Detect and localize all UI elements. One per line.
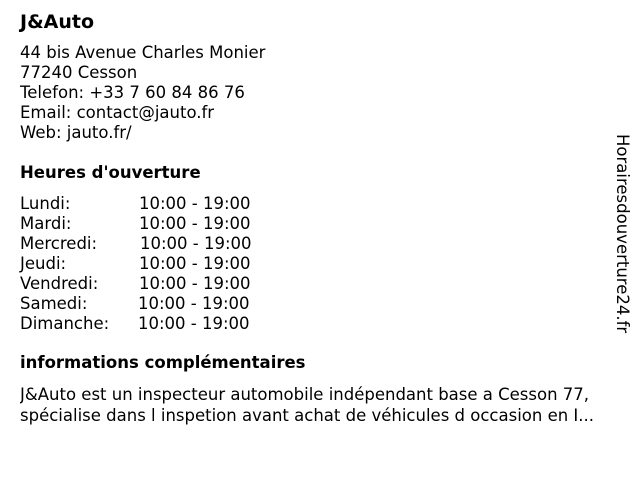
contact-block	[20, 43, 265, 143]
phone-line: Telefon: +33 7 60 84 86 76	[20, 83, 245, 102]
description-line: spécialise dans l inspetion avant achat de véhicules d occasion en I...	[20, 406, 595, 425]
time-range: 10:00 - 19:00	[139, 274, 251, 293]
web-line: Web: jauto.fr/	[20, 123, 132, 142]
description-line: J&Auto est un inspecteur automobile indépendant base a Cesson 77,	[20, 385, 590, 404]
address-line-city: 77240 Cesson	[20, 63, 138, 82]
time-range: 10:00 - 19:00	[138, 294, 250, 313]
day-label: Samedi:	[20, 294, 88, 313]
time-range: 10:00 - 19:00	[138, 314, 250, 333]
time-range: 10:00 - 19:00	[139, 254, 251, 273]
day-label: Mercredi:	[20, 234, 98, 253]
additional-info-heading: informations complémentaires	[20, 353, 306, 372]
day-label: Jeudi:	[20, 254, 67, 273]
opening-hours-heading: Heures d'ouverture	[20, 163, 201, 182]
day-label: Mardi:	[20, 214, 72, 233]
business-description	[20, 384, 630, 426]
day-label: Lundi:	[20, 194, 71, 213]
business-name: J&Auto	[20, 11, 95, 33]
email-line: Email: contact@jauto.fr	[20, 103, 215, 122]
time-range: 10:00 - 19:00	[139, 194, 251, 213]
day-label: Vendredi:	[20, 274, 99, 293]
address-line-street: 44 bis Avenue Charles Monier	[20, 43, 266, 62]
day-label: Dimanche:	[20, 314, 110, 333]
time-range: 10:00 - 19:00	[140, 234, 252, 253]
site-watermark: Horairesdouverture24.fr	[613, 134, 632, 334]
time-range: 10:00 - 19:00	[139, 214, 251, 233]
